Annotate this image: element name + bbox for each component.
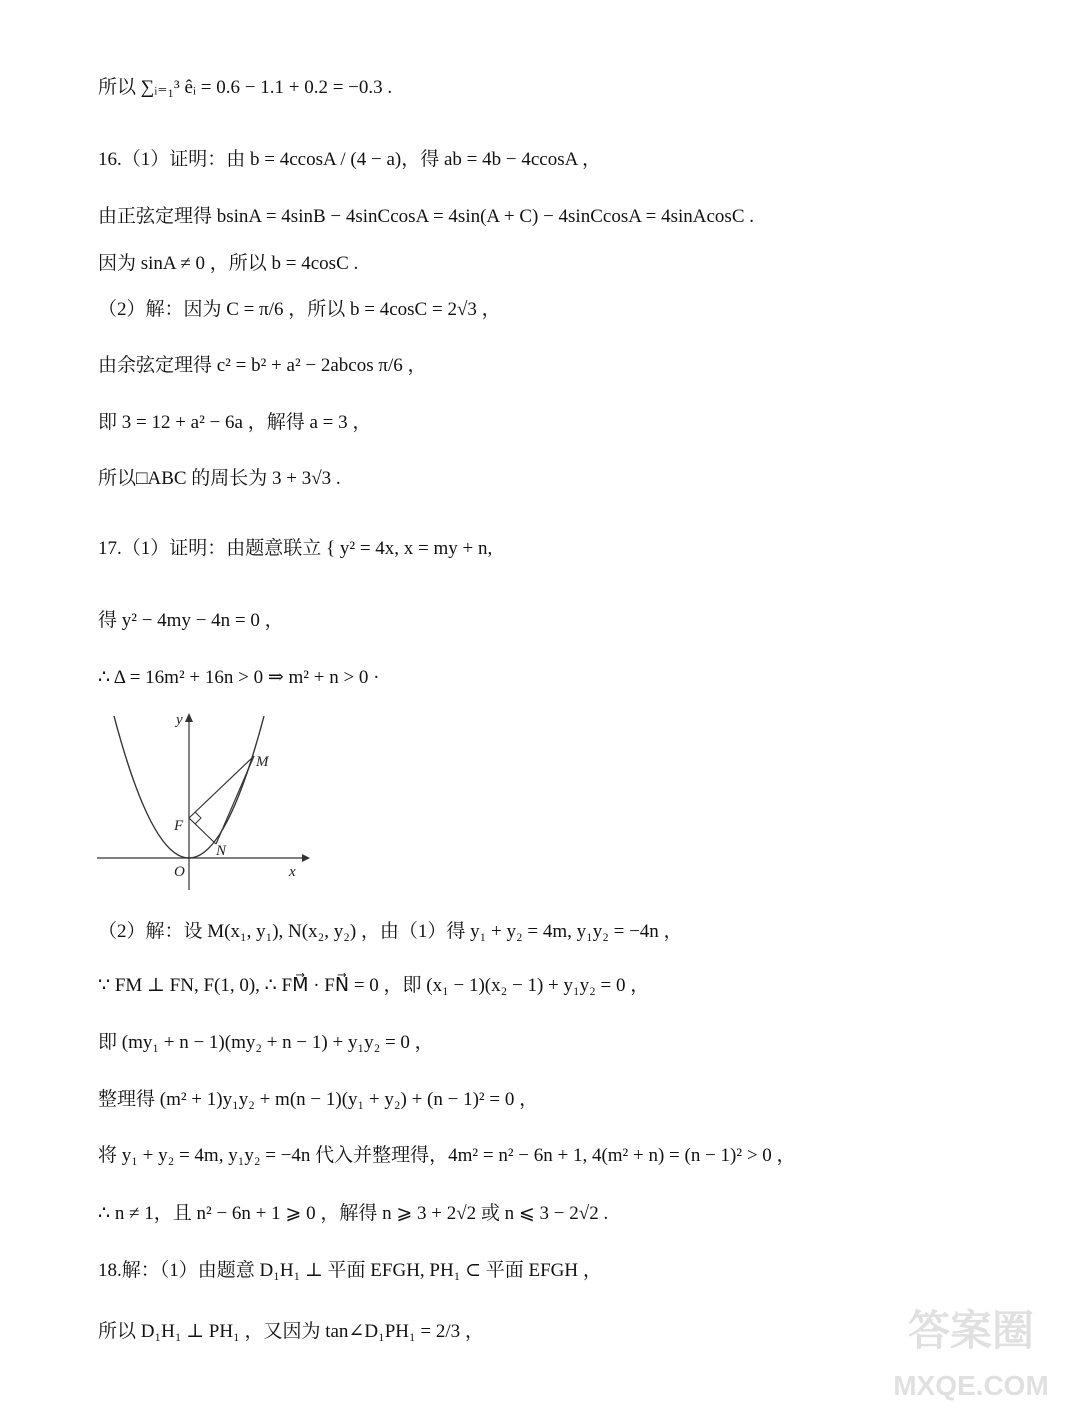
line-17-quadratic: 得 y² − 4my − 4n = 0 ， <box>98 610 284 631</box>
right-angle-mark <box>195 812 201 824</box>
line-17-plug-in: 将 y₁ + y₂ = 4m, y₁y₂ = −4n 代入并整理得，4m² = n² − 6n + 1, 4(m² + n) = (n − 1)² > 0 ， <box>98 1145 796 1166</box>
line-16-perimeter: 所以□ABC 的周长为 3 + 3√3 . <box>98 468 341 489</box>
label-n: N <box>216 843 227 859</box>
segment-fn <box>189 818 216 844</box>
line-sum-residuals: 所以 ∑ᵢ₌₁³ êᵢ = 0.6 − 1.1 + 0.2 = −0.3 . <box>98 77 393 98</box>
line-17-1-system: 17.（1）证明：由题意联立 { y² = 4x, x = my + n, <box>98 538 493 559</box>
line-16-1-start: 16.（1）证明：由 b = 4ccosA / (4 − a)，得 ab = 4b − 4ccosA ， <box>98 149 602 170</box>
watermark <box>876 1297 1066 1405</box>
y-axis-arrow <box>185 713 193 722</box>
line-17-substitute: 即 (my₁ + n − 1)(my₂ + n − 1) + y₁y₂ = 0 ， <box>98 1032 434 1053</box>
label-y: y <box>176 712 183 728</box>
line-17-perpendicular: ∵ FM ⊥ FN, F(1, 0), ∴ FM⃗ · FN⃗ = 0 ，即 (x₁ − 1)(x₂ − 1) + y₁y₂ = 0 ， <box>98 975 650 996</box>
watermark-bottom: MXQE.COM <box>893 1370 1049 1401</box>
segment-fm <box>189 756 254 818</box>
line-16-cosine-law: 由余弦定理得 c² = b² + a² − 2abcos π/6 ， <box>98 355 427 376</box>
label-m: M <box>256 754 269 770</box>
line-17-result: ∴ n ≠ 1，且 n² − 6n + 1 ⩾ 0 ，解得 n ⩾ 3 + 2√2 或 n ⩽ 3 − 2√2 . <box>98 1203 609 1224</box>
line-17-discriminant: ∴ Δ = 16m² + 16n > 0 ⇒ m² + n > 0 · <box>98 667 380 688</box>
segment-mn <box>216 756 254 844</box>
line-17-simplify: 整理得 (m² + 1)y₁y₂ + m(n − 1)(y₁ + y₂) + (n − 1)² = 0 ， <box>98 1089 539 1110</box>
label-x: x <box>289 864 296 880</box>
label-o: O <box>174 864 185 880</box>
line-18-tangent: 所以 D₁H₁ ⊥ PH₁ ，又因为 tan∠D₁PH₁ = 2/3 ， <box>98 1321 484 1342</box>
parabola-figure <box>92 708 314 894</box>
line-16-solve-a: 即 3 = 12 + a² − 6a ，解得 a = 3 ， <box>98 412 372 433</box>
line-16-conclusion: 因为 sinA ≠ 0 ，所以 b = 4cosC . <box>98 253 359 274</box>
label-f: F <box>174 818 184 834</box>
line-16-sine-law: 由正弦定理得 bsinA = 4sinB − 4sinCcosA = 4sin(A + C) − 4sinCcosA = 4sinAcosC . <box>98 206 754 227</box>
line-18-1-start: 18.解：（1）由题意 D₁H₁ ⊥ 平面 EFGH, PH₁ ⊂ 平面 EFGH ， <box>98 1260 602 1281</box>
watermark-top: 答案圈 <box>907 1307 1035 1354</box>
x-axis-arrow <box>302 854 310 862</box>
line-16-2-start: （2）解：因为 C = π/6 ，所以 b = 4cosC = 2√3 ， <box>98 299 501 320</box>
line-17-2-start: （2）解：设 M(x₁, y₁), N(x₂, y₂) ，由（1）得 y₁ + y₂ = 4m, y₁y₂ = −4n ， <box>98 921 683 942</box>
